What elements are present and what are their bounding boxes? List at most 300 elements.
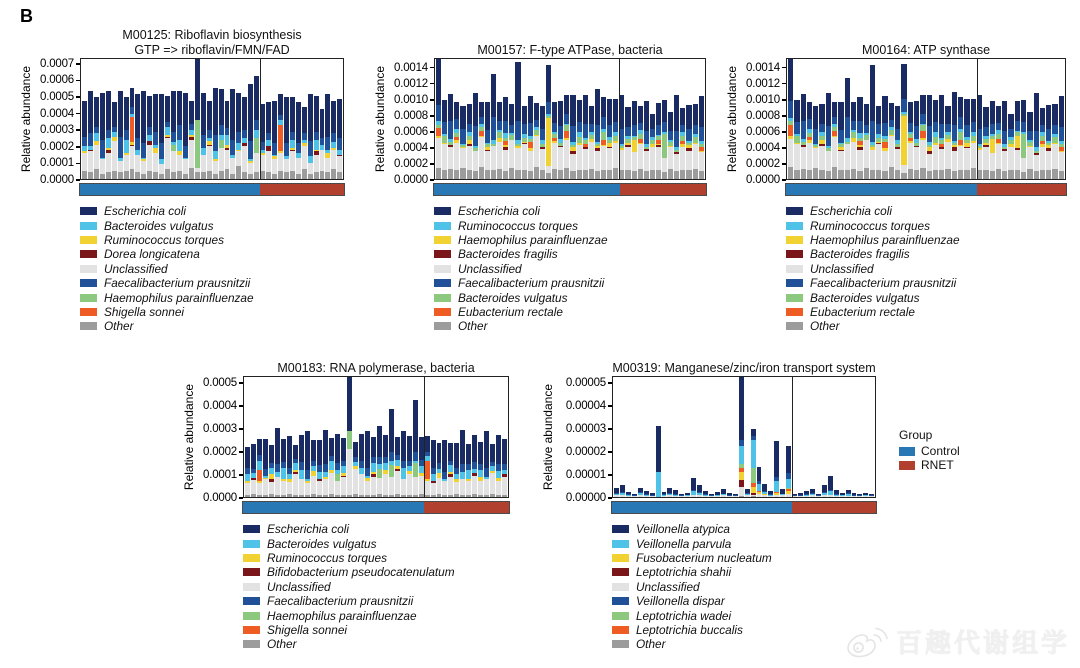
group-strip-rnet [792,502,876,513]
stacked-bar [100,59,105,179]
legend-swatch [786,250,803,258]
stacked-bar [419,377,424,497]
stacked-bar [971,59,976,179]
legend-swatch [612,612,629,620]
stacked-bar [118,59,123,179]
plot-area [243,376,509,498]
stacked-bar [721,377,726,497]
stacked-bar [819,59,824,179]
legend-swatch [80,294,97,302]
legend-label: Bacteroides vulgatus [267,536,377,551]
legend-swatch [786,294,803,302]
legend-label: Escherichia coli [104,204,186,219]
stacked-bar [153,59,158,179]
stacked-bar [515,59,520,179]
legend-label: Escherichia coli [267,522,349,537]
legend-swatch [80,322,97,330]
y-axis-ticks [740,58,786,186]
y-tick: 0.0010 [394,94,434,106]
chart-title: M00183: RNA polymerase, bacteria [277,361,475,375]
legend-item [434,276,706,290]
stacked-bar [383,377,388,497]
y-tick: 0.0008 [394,110,434,122]
chart-title: M00157: F-type ATPase, bacteria [477,43,663,57]
legend-swatch [80,250,97,258]
legend-label: Ruminococcus torques [458,218,578,233]
chart-title: M00319: Manganese/zinc/iron transport system [612,361,876,375]
stacked-bar [230,59,235,179]
stacked-bar [662,59,667,179]
stacked-bar [1027,59,1032,179]
legend-swatch [243,583,260,591]
stacked-bar [251,377,256,497]
legend-item [786,319,1066,333]
legend-item [434,218,706,232]
stacked-bar [448,377,453,497]
legend-swatch [786,279,803,287]
legend-label: Veillonella parvula [636,536,732,551]
legend-swatch [786,322,803,330]
y-tick: 0.0006 [746,126,786,138]
legend-label: Bacteroides vulgatus [104,218,214,233]
group-strip [786,184,1066,195]
y-tick: 0.0000 [394,174,434,186]
group-strip-rnet [260,184,344,195]
y-tick: 0.00005 [566,377,612,389]
legend-label: Other [458,319,488,334]
stacked-bar [798,377,803,497]
stacked-bar [496,377,501,497]
legend-item [80,262,344,276]
stacked-bar [195,59,200,179]
chart-m00183 [181,342,509,652]
species-legend [80,204,344,334]
legend-label: Faecalibacterium prausnitzii [104,276,251,291]
stacked-bar [810,377,815,497]
legend-label: Unclassified [267,579,331,594]
legend-swatch [434,308,451,316]
species-legend [243,522,509,652]
plot-area [612,376,876,498]
legend-label: Unclassified [810,261,874,276]
legend-swatch [612,583,629,591]
group-strip-rnet [977,184,1066,195]
legend-label: Other [636,637,666,652]
y-tick: 0.0004 [40,108,80,120]
watermark [846,623,1070,660]
stacked-bar [656,59,661,179]
stacked-bar [589,59,594,179]
control-label: Control [921,444,960,458]
stacked-bar [502,377,507,497]
y-axis-label: Relative abundance [182,383,196,491]
stacked-bar [727,377,732,497]
stacked-bar [299,377,304,497]
y-tick: 0.0001 [40,157,80,169]
stacked-bar [786,377,791,497]
stacked-bar [715,377,720,497]
y-tick: 0.0000 [203,492,243,504]
group-divider-line [619,59,620,179]
stacked-bar [686,59,691,179]
legend-label: Other [104,319,134,334]
stacked-bar [822,377,827,497]
stacked-bar [359,377,364,497]
stacked-bar [466,377,471,497]
group-strip [434,184,706,195]
y-tick: 0.0012 [394,78,434,90]
stacked-bar [497,59,502,179]
legend-item [786,233,1066,247]
stacked-bar [691,377,696,497]
stacked-bar [467,59,472,179]
legend-label: Fusobacterium nucleatum [636,550,772,565]
stacked-bar [577,59,582,179]
legend-item [434,290,706,304]
y-tick: 0.0000 [746,174,786,186]
stacked-bar [478,377,483,497]
legend-swatch [243,540,260,548]
stacked-bar [852,377,857,497]
stacked-bar [490,377,495,497]
stacked-bar [774,377,779,497]
legend-swatch [434,207,451,215]
y-tick: 0.0004 [746,142,786,154]
y-tick: 0.0002 [394,158,434,170]
stacked-bar [826,59,831,179]
legend-item [434,204,706,218]
species-legend [434,204,706,334]
stacked-bar [680,59,685,179]
legend-label: Ruminococcus torques [267,550,387,565]
y-tick: 0.0012 [746,78,786,90]
legend-item [80,276,344,290]
control-color-swatch [899,447,915,456]
stacked-bar [807,59,812,179]
stacked-bar [863,377,868,497]
y-tick: 0.0000 [40,174,80,186]
legend-swatch [612,626,629,634]
stacked-bar [281,377,286,497]
y-tick: 0.00002 [566,446,612,458]
stacked-bar [801,59,806,179]
group-divider-line [977,59,978,179]
legend-item [786,276,1066,290]
stacked-bar [780,377,785,497]
stacked-bar [697,377,702,497]
legend-label: Haemophilus parainfluenzae [267,608,417,623]
stacked-bar [632,377,637,497]
chart-title: M00164: ATP synthase [861,43,991,57]
stacked-bar [437,377,442,497]
legend-label: Escherichia coli [458,204,540,219]
species-legend [786,204,1066,334]
y-tick: 0.00000 [566,492,612,504]
stacked-bar [845,59,850,179]
legend-label: Unclassified [104,261,168,276]
stacked-bar [788,59,793,179]
legend-label: Bacteroides vulgatus [810,290,920,305]
legend-label: Bifidobacterium pseudocatenulatum [267,565,455,580]
legend-item [80,290,344,304]
legend-label: Unclassified [636,579,700,594]
y-tick: 0.0010 [746,94,786,106]
stacked-bar [389,377,394,497]
stacked-bar [436,59,441,179]
legend-label: Veillonella dispar [636,594,725,609]
stacked-bar [245,377,250,497]
stacked-bar [207,59,212,179]
legend-item [612,594,876,608]
legend-swatch [434,250,451,258]
legend-item [243,565,509,579]
stacked-bar [311,377,316,497]
y-tick: 0.0006 [40,74,80,86]
legend-swatch [434,294,451,302]
stacked-bar [834,377,839,497]
y-axis-label: Relative abundance [373,65,387,173]
legend-label: Faecalibacterium prausnitzii [810,276,957,291]
stacked-bar [813,59,818,179]
stacked-bar [601,59,606,179]
legend-item [786,305,1066,319]
stacked-bar [213,59,218,179]
stacked-bar [927,59,932,179]
stacked-bar [650,377,655,497]
legend-item [243,580,509,594]
stacked-bar [141,59,146,179]
stacked-bar [792,377,797,497]
legend-swatch [80,308,97,316]
stacked-bar [964,59,969,179]
legend-item [612,565,876,579]
legend-item [612,536,876,550]
y-axis-ticks [388,58,434,186]
legend-swatch [80,207,97,215]
stacked-bar [869,377,874,497]
legend-label: Other [267,637,297,652]
legend-item [80,319,344,333]
stacked-bar [395,377,400,497]
stacked-bar [1052,59,1057,179]
legend-swatch [243,626,260,634]
stacked-bar [607,59,612,179]
legend-item [80,218,344,232]
stacked-bar [846,377,851,497]
legend-item [612,580,876,594]
stacked-bar [323,377,328,497]
stacked-bar [851,59,856,179]
y-tick: 0.00004 [566,400,612,412]
stacked-bar [88,59,93,179]
stacked-bar [413,377,418,497]
stacked-bar [908,59,913,179]
legend-item [434,262,706,276]
y-tick: 0.0004 [203,400,243,412]
legend-label: Leptotrichia wadei [636,608,732,623]
legend-label: Eubacterium rectale [810,304,915,319]
stacked-bar [124,59,129,179]
chart-m00164 [724,24,1066,334]
legend-item [612,637,876,651]
legend-label: Leptotrichia buccalis [636,622,743,637]
group-strip [80,184,344,195]
stacked-bar [159,59,164,179]
y-tick: 0.0008 [746,110,786,122]
group-strip-control [786,184,977,195]
stacked-bar [699,59,704,179]
stacked-bar [278,59,283,179]
stacked-bar [236,59,241,179]
stacked-bar [460,377,465,497]
stacked-bar [314,59,319,179]
group-strip-rnet [620,184,707,195]
legend-swatch [243,640,260,648]
legend-swatch [434,322,451,330]
group-divider-line [424,377,425,497]
legend-label: Eubacterium rectale [458,304,563,319]
stacked-bar [838,59,843,179]
legend-label: Leptotrichia shahii [636,565,732,580]
stacked-bar [320,59,325,179]
group-strip-control [612,502,792,513]
stacked-bar [1002,59,1007,179]
stacked-bar [794,59,799,179]
stacked-bar [135,59,140,179]
stacked-bar [857,59,862,179]
plot-area [434,58,706,180]
stacked-bar [840,377,845,497]
stacked-bar [147,59,152,179]
stacked-bar [442,377,447,497]
stacked-bar [503,59,508,179]
stacked-bar [454,59,459,179]
legend-item [243,608,509,622]
stacked-bar [703,377,708,497]
legend-item [80,204,344,218]
y-axis-ticks [556,376,612,504]
stacked-bar [745,377,750,497]
y-tick: 0.0014 [394,62,434,74]
stacked-bar [552,59,557,179]
stacked-bar [473,59,478,179]
stacked-bar [331,59,336,179]
legend-label: Escherichia coli [810,204,892,219]
legend-item [786,290,1066,304]
stacked-bar [650,59,655,179]
stacked-bar [225,59,230,179]
stacked-bar [668,59,673,179]
legend-item [786,218,1066,232]
stacked-bar [484,377,489,497]
stacked-bar [296,59,301,179]
legend-swatch [612,554,629,562]
y-axis-label: Relative abundance [19,65,33,173]
stacked-bar [558,59,563,179]
legend-item [243,522,509,536]
legend-swatch [80,222,97,230]
stacked-bar [491,59,496,179]
y-tick: 0.0004 [394,142,434,154]
stacked-bar [644,59,649,179]
stacked-bar [939,59,944,179]
stacked-bar [189,59,194,179]
stacked-bar [564,59,569,179]
y-tick: 0.0014 [746,62,786,74]
stacked-bar [365,377,370,497]
stacked-bar [914,59,919,179]
stacked-bar [266,59,271,179]
stacked-bar [864,59,869,179]
stacked-bar [407,377,412,497]
stacked-bar [546,59,551,179]
legend-swatch [612,597,629,605]
stacked-bar [739,377,744,497]
legend-item [434,319,706,333]
stacked-bar [219,59,224,179]
stacked-bar [337,59,342,179]
stacked-bar [528,59,533,179]
stacked-bar [479,59,484,179]
stacked-bar [540,59,545,179]
stacked-bar [828,377,833,497]
stacked-bar [638,59,643,179]
legend-swatch [434,222,451,230]
legend-swatch [612,640,629,648]
y-tick: 0.0003 [40,124,80,136]
stacked-bar [685,377,690,497]
stacked-bar [656,377,661,497]
stacked-bar [290,59,295,179]
legend-swatch [243,568,260,576]
stacked-bar [644,377,649,497]
stacked-bar [130,59,135,179]
y-tick: 0.0003 [203,423,243,435]
legend-item [434,233,706,247]
stacked-bar [257,377,262,497]
legend-item [80,247,344,261]
stacked-bar [325,59,330,179]
species-legend [612,522,876,652]
y-tick: 0.0002 [40,141,80,153]
legend-swatch [80,279,97,287]
stacked-bar [870,59,875,179]
stacked-bar [674,59,679,179]
legend-item [243,623,509,637]
stacked-bar [901,59,906,179]
stacked-bar [626,377,631,497]
legend-swatch [612,540,629,548]
stacked-bar [242,59,247,179]
stacked-bar [933,59,938,179]
legend-swatch [786,222,803,230]
stacked-bar [996,59,1001,179]
stacked-bar [442,59,447,179]
stacked-bar [1015,59,1020,179]
group-legend-item-control [899,444,960,458]
legend-swatch [434,279,451,287]
plot-area [80,58,344,180]
stacked-bar [570,59,575,179]
legend-item [786,204,1066,218]
legend-swatch [434,265,451,273]
y-tick: 0.0005 [203,377,243,389]
legend-label: Shigella sonnei [104,304,185,319]
stacked-bar [620,377,625,497]
stacked-bar [485,59,490,179]
stacked-bar [614,377,619,497]
stacked-bar [509,59,514,179]
